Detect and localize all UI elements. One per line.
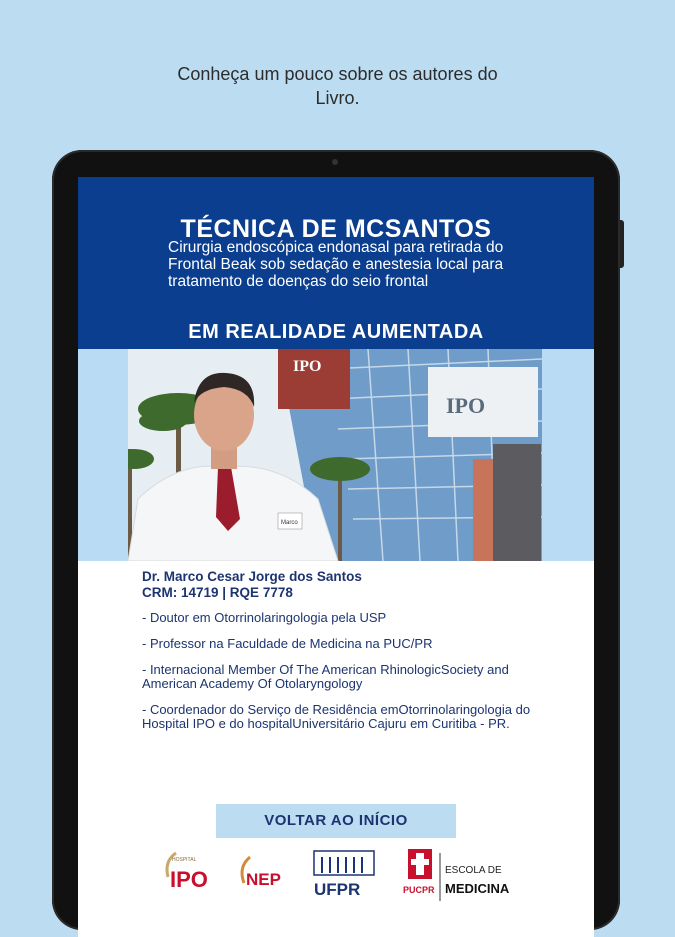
- author-bio: [142, 569, 562, 743]
- caption-line-1: Conheça um pouco sobre os autores do: [177, 64, 498, 84]
- ipo-text: IPO: [170, 867, 208, 892]
- banner-accent: EM REALIDADE AUMENTADA: [188, 321, 484, 343]
- nep-logo: [242, 857, 281, 889]
- nep-text: NEP: [246, 870, 281, 889]
- escola-text: ESCOLA DE: [445, 865, 502, 876]
- badge-text: Marco: [281, 520, 298, 526]
- bio-item: - Professor na Faculdade de Medicina na PUC/PR: [142, 636, 433, 651]
- camera-dot: [332, 159, 338, 165]
- banner-title: TÉCNICA DE MCSANTOS: [180, 215, 492, 243]
- bio-item: - Doutor em Otorrinolaringologia pela USP: [142, 610, 387, 625]
- pucpr-text: PUCPR: [403, 885, 435, 895]
- bio-item: - Coordenador do Serviço de Residência emOtorrinolaringologia do Hospital IPO e do hospitalUniversitário Cajuru em Curitiba - PR.: [142, 702, 531, 731]
- bio-list: [142, 611, 562, 731]
- back-to-start-button[interactable]: VOLTAR AO INÍCIO: [216, 804, 456, 838]
- apartment-building-2: [493, 444, 541, 561]
- building-sign-1: IPO: [293, 358, 322, 375]
- logo-strip: [158, 847, 558, 907]
- caption-line-2: Livro.: [315, 88, 360, 108]
- medicina-text: MEDICINA: [445, 881, 510, 896]
- ufpr-logo: [314, 851, 374, 899]
- bio-item: - Internacional Member Of The American RhinologicSociety and American Academy Of Otolaryngology: [142, 662, 509, 691]
- tablet-screen[interactable]: [78, 177, 594, 937]
- partner-logos: [158, 847, 578, 907]
- banner-subtitle: Cirurgia endoscópica endonasal para retirada do Frontal Beak sob sedação e anestesia local para tratamento de doenças do seio frontal: [168, 239, 504, 290]
- pucpr-logo: [403, 849, 510, 901]
- ipo-logo: [167, 853, 208, 892]
- photo-band: [78, 349, 594, 561]
- tablet-side-button: [620, 220, 624, 268]
- page-caption: [0, 62, 675, 110]
- photo-illustration: [128, 349, 542, 561]
- doctor-photo: [128, 349, 542, 561]
- ufpr-text: UFPR: [314, 880, 361, 899]
- ipo-small-text: HOSPITAL: [172, 857, 197, 863]
- header-banner: [78, 177, 594, 349]
- tablet-frame: [52, 150, 620, 930]
- author-crm: CRM: 14719 | RQE 7778: [142, 585, 293, 600]
- building-sign-2: IPO: [446, 393, 486, 418]
- author-name: Dr. Marco Cesar Jorge dos Santos: [142, 569, 362, 584]
